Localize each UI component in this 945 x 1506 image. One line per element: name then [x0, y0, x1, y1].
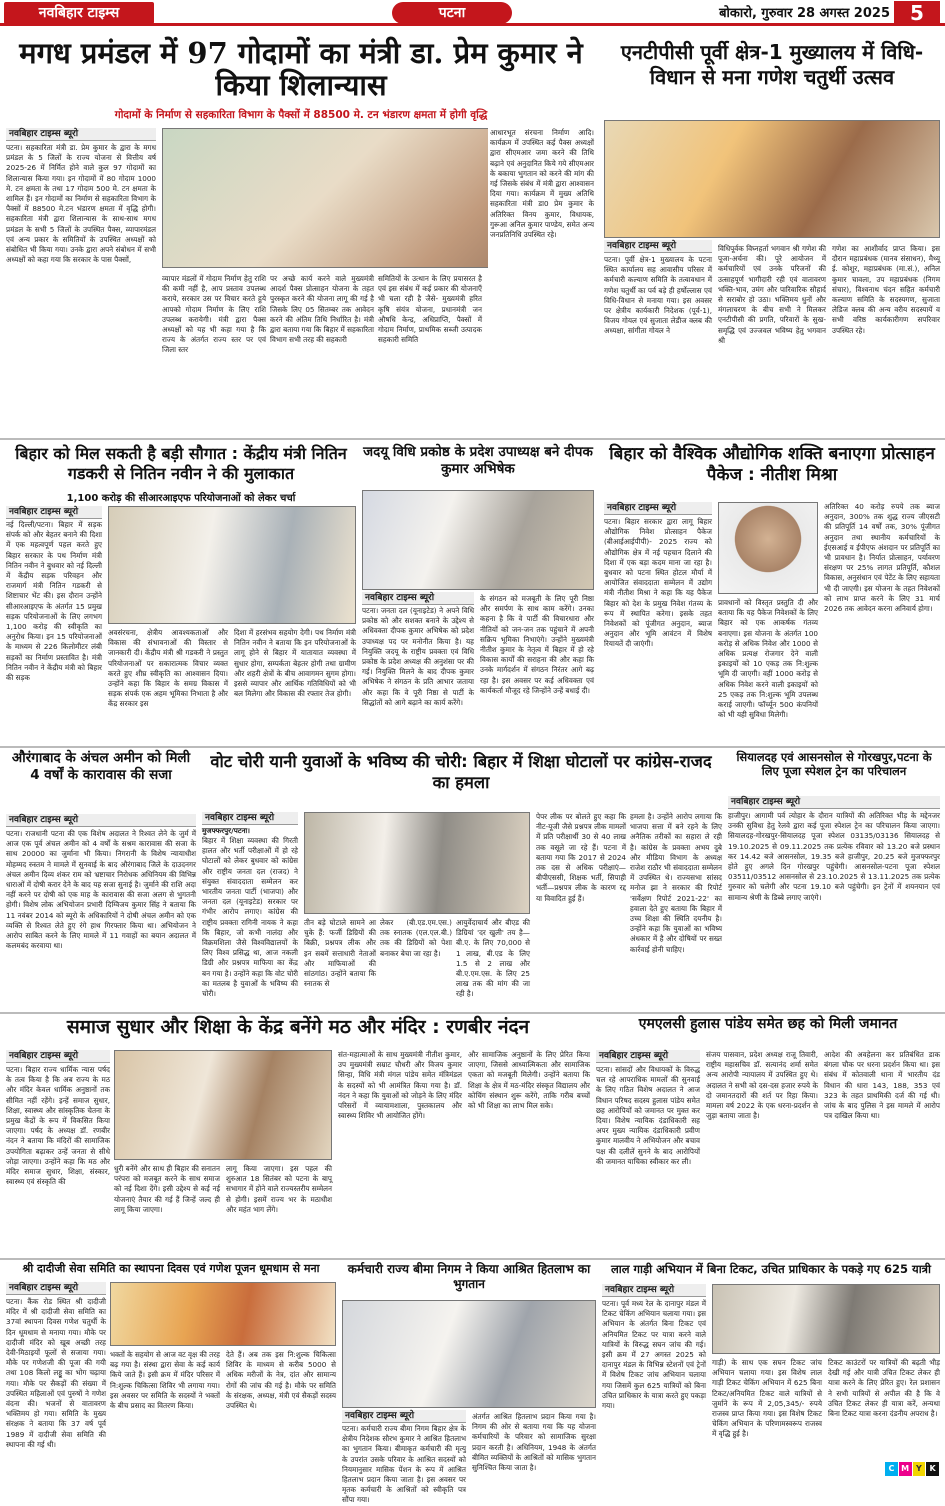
mla-body-col2: संजय पासवान, प्रदेश अध्यक्ष राजू तिवारी, राष्ट्रीय महासचिव डॉ. सत्यानंद शर्मा समेत अन्य आरोपी न्यायालय में उपस्थित हुए थे। अदालत ने सभी को दस-दस हजार रुपये के दो जमानतदारों की शर्त पर रिहा किया। मामला वर्ष 2022 के एक धरना-प्रदर्शन से जुड़ा बताया जाता है।: [706, 1050, 818, 1121]
section-name: पटना: [392, 2, 512, 24]
jdu-headline: जदयू विधि प्रकोष्ठ के प्रदेश उपाध्यक्ष बने दीपक कुमार अभिषेक: [363, 444, 593, 477]
railway-byline: नवबिहार टाइम्स ब्यूरो: [602, 1284, 706, 1297]
issue-dateline: बोकारो, गुरुवार 28 अगस्त 2025: [719, 6, 890, 21]
jdu-byline: नवबिहार टाइम्स ब्यूरो: [362, 592, 474, 605]
section-divider: [0, 438, 945, 440]
vote-body-col1: बिहार में शिक्षा व्यवस्था की गिरती हालत और भर्ती परीक्षाओं में हो रहे घोटालों को लेकर बुधवार को कांग्रेस और राष्ट्रीय जनता दल (राजद) ने संयुक्त संवाददाता सम्मेलन कर भारतीय जनता पार्टी (भाजपा) और जनता दल (यूनाइटेड) सरकार पर गंभीर आरोप लगाए। कांग्रेस की राष्ट्रीय प्रवक्ता रागिनी नायक ने कहा कि बिहार, जो कभी नालंदा और विक्रमशिला जैसे विश्वविद्यालयों के लिए विश्व प्रसिद्ध था, आज नकली डिग्री और प्रश्नपत्र माफिया का केंद्र बन गया है। उन्होंने कहा कि वोट चोरी का मतलब है युवाओं के भविष्य की चोरी।: [202, 836, 298, 999]
ntpc-photo-ganesh-puja: [604, 120, 940, 238]
vote-headline: वोट चोरी यानी युवाओं के भविष्य की चोरी: बिहार में शिक्षा घोटालों पर कांग्रेस-राजद का हमला: [210, 752, 712, 792]
math-body-col5: और सामाजिक अनुष्ठानों के लिए प्रेरित किया जाएगा, जिससे आध्यात्मिकता और सामाजिक एकता को मजबूती मिलेगी। उन्होंने बताया कि शिक्षा के क्षेत्र में मठ-मंदिर संस्कृत विद्यालय और कोचिंग संस्थान शुरू करेंगे, ताकि गरीब बच्चों को भी शिक्षा का लाभ मिल सके।: [468, 1050, 590, 1111]
dadiji-photo-puja: [110, 1282, 336, 1346]
gadkari-body-col2: अवसंरचना, क्षेत्रीय आवश्यकताओं और विकास की संभावनाओं की विस्तार से जानकारी दी। केंद्रीय मंत्री श्री गडकरी ने प्रस्तुत परियोजनाओं पर सकारात्मक विचार व्यक्त करते हुए शीघ्र स्वीकृति का आश्वासन दिया। उन्होंने कहा कि बिहार के समग्र विकास में सड़क संपर्क एक अहम भूमिका निभाता है और केंद्र सरकार इस: [108, 628, 228, 709]
vote-body-col3: लेकर (बी.एड.एम.एस.) तक स्नातक (एल.एल.बी.) तक की डिग्रियों को पेशा बनाकर बेचा जा रहा है।: [380, 918, 452, 958]
ntpc-byline: नवबिहार टाइम्स ब्यूरो: [604, 240, 712, 253]
vote-body-col6: हमला है। उन्होंने आरोप लगाया कि भाजपा सत्ता में बने रहने के लिए अनैतिक तरीकों का सहारा ले रही है। कांग्रेस के प्रवक्ता अभय दुबे और मीडिया विभाग के अध्यक्ष राजेश राठौर भी संवाददाता सम्मेलन में उपस्थित थे। राज्यसभा सांसद मनोज झा ने सरकार की रिपोर्ट 'सर्वेक्षण रिपोर्ट 2021-22' का हवाला देते हुए बताया कि बिहार में उच्च शिक्षा की स्थिति दयनीय है। उन्होंने कहा कि युवाओं का भविष्य अंधकार में है और दोषियों पर सख्त कार्रवाई होनी चाहिए।: [630, 812, 722, 954]
dadiji-body-col1: पटना। कैंक रोड स्थित श्री दादीजी मंदिर में श्री दादीजी सेवा समिति का 37वां स्थापना दिवस गणेश चतुर्थी के दिन धूमधाम से मनाया गया। मौके पर दादीजी मंदिर को खूब अच्छी तरह देवी-मिठाइयों फूलों से सजाया गया। मौके पर गणेशजी की पूजा की गयी तथा 108 किलो लड्डू का भोग चढ़ाया गया। मौके पर सैकड़ों की संख्या में उपस्थित महिलाओं एवं पुरुषों ने गणेश वंदना की। भजनों से वातावरण भक्तिमय हो गया। समिति के मुख्य संरक्षक ने बताया कि 37 वर्ष पूर्व 1989 में दादीजी सेवा समिति की स्थापना की गई थी।: [6, 1297, 106, 1449]
math-body-col3: लागू किया जाएगा। इस पहल की शुरुआत 18 सितंबर को पटना के बापू सभागार में होने वाले राज्यस्तरीय सम्मेलन से होगी। इसमें राज्य भर के मठाधीश और महंत भाग लेंगे।: [226, 1164, 332, 1214]
lead-body-col2: व्यापार मंडलों में गोदाम निर्माण हेतु राशि की कमी नहीं है, आप प्रस्ताव उपलब्ध कराये, सरकार उस पर विचार करते हुये आपको गोदाम निर्माण के लिए राशि उपलब्ध करायेगी। मंत्री द्वारा पैक्स अध्यक्षों को यह भी कहा गया है कि राज्य के अंतर्गत राज्य स्तर पर एवं जिला स्तर: [162, 274, 266, 355]
mla-body-col1: पटना। सांसदों और विधायकों के विरुद्ध चल रहे आपराधिक मामलों की सुनवाई के लिए गठित विशेष अदालत ने आज विधान परिषद सदस्य हुलास पांडेय समेत छह आरोपियों को जमानत पर मुक्त कर दिया। विशेष न्यायिक दंडाधिकारी सह अपर मुख्य न्यायिक दंडाधिकारी प्रवीण कुमार मालवीय ने अभियोजन और बचाव पक्ष की दलीलें सुनने के बाद आरोपियों की जमानत याचिका स्वीकार कर ली।: [596, 1065, 700, 1166]
nitish-byline: नवबिहार टाइम्स ब्यूरो: [604, 502, 712, 515]
railway-photo-ticket-check: [712, 1284, 940, 1354]
lead-headline: मगध प्रमंडल में 97 गोदामों का मंत्री डा. प्रेम कुमार ने किया शिलान्यास: [19, 36, 583, 102]
ntpc-body-col3: गणेश का आशीर्वाद प्राप्त किया। इस दौरान महाप्रबंधक (मानव संसाधन), मैथ्यू ई. कोशुर, महाप्रबंधक (मा.सं.), अनिल कुमार चावला, उप महाप्रबंधक (निगम संचार), विश्वनाथ चंदन सहित कर्मचारी कल्याण समिति के सदस्यगण, सुजाता लेडिज क्लब की अन्य वरीय सदस्यायें व सभी वरिष्ठ कार्यकारीगण सपरिवार उपस्थित रहे।: [832, 244, 940, 335]
gadkari-body-col3: दिशा में हरसंभव सहयोग देगी। पथ निर्माण मंत्री नितिन नवीन ने बताया कि इन परियोजनाओं के लागू होने से बिहार में यातायात व्यवस्था में सुधार होगा, सम्पर्कता बेहतर होगी तथा ग्रामीण और शहरी क्षेत्रों के बीच आवागमन सुगम होगा। इससे व्यापार और आर्थिक गतिविधियों को भी बल मिलेगा और विकास की रफ्तार तेज होगी।: [234, 628, 356, 699]
gadkari-photo-meeting: [108, 506, 356, 624]
railway-headline: लाल गाड़ी अभियान में बिना टिकट, उचित प्राधिकार के पकड़े गए 625 यात्री: [610, 1262, 932, 1276]
esic-byline: नवबिहार टाइम्स ब्यूरो: [342, 1410, 466, 1423]
lead-byline: नवबिहार टाइम्स ब्यूरो: [6, 128, 156, 141]
railway-body-col1: पटना। पूर्व मध्य रेल के दानापुर मंडल में टिकट चेकिंग अभियान चलाया गया। इस अभियान के अंतर्गत बिना टिकट एवं अनियमित टिकट पर यात्रा करने वाले यात्रियों के विरुद्ध सघन जांच की गई। इसी क्रम में 27 अगस्त 2025 को दानापुर मंडल के विभिन्न स्टेशनों एवं ट्रेनों में विशेष टिकट जांच अभियान चलाया गया जिसमें कुल 625 यात्रियों को बिना उचित प्राधिकार के यात्रा करते हुए पकड़ा गया।: [602, 1299, 706, 1411]
section-divider: [0, 746, 945, 748]
math-byline: नवबिहार टाइम्स ब्यूरो: [6, 1050, 110, 1063]
train-headline: सियालदह एवं आसनसोल से गोरखपुर,पटना के लिए पूजा स्पेशल ट्रेन का परिचालन: [736, 750, 932, 779]
lead-body-col4: समितियों के उत्थान के लिए प्रयासरत है एवं इस संबंध में कई प्रकार की योजनाएँ भी चला रही है जैसे- मुख्यमंत्री हरित कृषि संयंत्र योजना, प्रधानमंत्री जन औषधि केन्द्र, अधिप्राप्ति, पैक्सों में गोदाम निर्माण, प्राथमिक सब्जी उत्पादक सहकारी समिति: [378, 274, 482, 345]
mla-body-col3: आदेश की अवहेलना कर प्रतिबंधित डाक बंगला चौक पर धरना प्रदर्शन किया था। इस संबंध में कोतवाली थाना में भारतीय दंड विधान की धारा 143, 188, 353 एवं 323 के तहत प्राथमिकी दर्ज की गई थी। जांच के बाद पुलिस ने इस मामले में आरोप पत्र दाखिल किया था।: [824, 1050, 940, 1121]
jdu-body-col2: के संगठन को मजबूती के लिए पूरी निष्ठा और समर्पण के साथ काम करेंगे। उनका कहना है कि वे पार्टी की विचारधारा और नीतियों को जन-जन तक पहुंचाने में अपनी सक्रिय भूमिका निभाएंगे। उन्होंने मुख्यमंत्री नीतीश कुमार के नेतृत्व में बिहार में हो रहे विकास कार्यों की सराहना की और कहा कि उनके मार्गदर्शन में संगठन निरंतर आगे बढ़ रहा है। इस अवसर पर कई अधिवक्ता एवं कार्यकर्ता मौजूद रहे जिन्होंने उन्हें बधाई दी।: [480, 594, 594, 695]
dadiji-body-col2: भक्तों के सहयोग से आज वट वृक्ष की तरह बढ़ गया है। संस्था द्वारा सेवा के कई कार्य किये जाते हैं। इसी क्रम में मंदिर परिसर में नि:शुल्क चिकित्सा शिविर भी लगाया गया। इस अवसर पर समिति के सदस्यों ने भक्तों के बीच प्रसाद का वितरण किया।: [110, 1350, 220, 1411]
esic-body-col1: पटना। कर्मचारी राज्य बीमा निगम बिहार क्षेत्र के क्षेत्रीय निदेशक सौरभ कुमार ने आश्रित हितलाभ का भुगतान किया। बीमाकृत कर्मचारी की मृत्यु के उपरांत उसके परिवार के आश्रित सदस्यों को नियमानुसार मासिक पेंशन के रूप में आश्रित हितलाभ प्रदान किया जाता है। इस अवसर पर मृतक कर्मचारी के आश्रितों को स्वीकृति पत्र सौंपा गया।: [342, 1424, 466, 1505]
lead-body-col3: पर अच्छे कार्य करने वाले मुख्यमंत्री आदर्श पैक्स प्रोत्साहन योजना के तहत पुरस्कृत करने की योजना लागू की गई है जिसके लिए 05 सितम्बर तक आवेदन करने की अंतिम तिथि निर्धारित है। मंत्री द्वारा बताया गया कि बिहार में सहकारिता विभाग सभी तरह की सहकारी: [270, 274, 374, 345]
nitish-body-col2: प्रावधानों को विस्तृत प्रस्तुति दी और बताया कि यह पैकेज निवेशकों के लिए बिहार को एक आकर्षक गंतव्य बनाएगा। इस योजना के अंतर्गत 100 करोड़ से अधिक निवेश और 1000 से अधिक प्रत्यक्ष रोजगार देने वाली इकाइयों को 10 एकड़ तक नि:शुल्क भूमि दी जाएगी। वहीं 1000 करोड़ से अधिक निवेश करने वाली इकाइयों को 25 एकड़ तक नि:शुल्क भूमि उपलब्ध कराई जाएगी। फॉर्च्यून 500 कंपनियों को भी यही सुविधा मिलेगी।: [718, 598, 818, 720]
gadkari-body-col1: नई दिल्ली/पटना। बिहार में सड़क संपर्क को और बेहतर बनाने की दिशा में एक महत्वपूर्ण पहल करते हुए बिहार सरकार के पथ निर्माण मंत्री नितिन नवीन ने बुधवार को नई दिल्ली में केंद्रीय सड़क परिवहन और राजमार्ग मंत्री नितिन गडकरी से शिष्टाचार भेंट की। इस दौरान उन्होंने सीआरआइएफ के अंतर्गत 15 प्रमुख सड़क परियोजनाओं के लिए लगभग 1,100 करोड़ की स्वीकृति का अनुरोध किया। इन 15 परियोजनाओं के माध्यम से 226 किलोमीटर लंबी सड़कों का निर्माण प्रस्तावित है। मंत्री नितिन नवीन ने केंद्रीय मंत्री को बिहार की सड़क: [6, 520, 102, 683]
esic-photo-handover: [342, 1300, 596, 1408]
ntpc-headline: एनटीपीसी पूर्वी क्षेत्र-1 मुख्यालय में विधि-विधान से मना गणेश चतुर्थी उत्सव: [620, 40, 924, 89]
esic-body-col2: अंतर्गत आश्रित हितलाभ प्रदान किया गया है। निगम की ओर से बताया गया कि यह योजना कर्मचारियों के परिवार को सामाजिक सुरक्षा प्रदान करती है। अधिनियम, 1948 के अंतर्गत बीमित व्यक्तियों के आश्रितों को मासिक भुगतान सुनिश्चित किया जाता है।: [472, 1412, 596, 1473]
jdu-photo-appointment: [362, 490, 594, 590]
esic-headline: कर्मचारी राज्य बीमा निगम ने किया आश्रित हितलाभ का भुगतान: [347, 1262, 591, 1291]
aurangabad-headline: औरंगाबाद के अंचल अमीन को मिली 4 वर्षों के कारावास की सजा: [11, 750, 191, 783]
dadiji-headline: श्री दादीजी सेवा समिति का स्थापना दिवस एवं गणेश पूजन धूमधाम से मना: [22, 1262, 320, 1275]
print-registration-marks: C M Y K: [885, 1462, 939, 1476]
train-byline: नवबिहार टाइम्स ब्यूरो: [728, 796, 940, 809]
vote-body-col2: तीन बड़े घोटाले सामने आ चुके हैं: फर्जी डिग्रियों की बिक्री, प्रश्नपत्र लीक और इन सबमें सत्ताधारी नेताओं और माफियाओं की सांठगांठ। उन्होंने बताया कि स्नातक से: [304, 918, 376, 989]
gadkari-headline: बिहार को मिल सकती है बड़ी सौगात : केंद्रीय मंत्री नितिन गडकरी से नितिन नवीन ने की मुलाकात: [15, 444, 347, 483]
ntpc-body-col1: पटना। पूर्वी क्षेत्र-1 मुख्यालय के पटना स्थित कार्यालय सह आवासीय परिसर में कर्मचारी कल्याण समिति के तत्वावधान में गणेश चतुर्थी का पर्व बड़े ही हर्षोल्लास एवं विधि-विधान से मनाया गया। इस अवसर पर क्षेत्रीय कार्यकारी निदेशक (पूर्व-1), विजय गोयल एवं सुजाता लेडीज क्लब की अध्यक्षा, सांगीता गोयल ने: [604, 255, 712, 336]
mla-headline: एमएलसी हुलास पांडेय समेत छह को मिली जमानत: [638, 1016, 898, 1032]
nitish-body-col1: पटना। बिहार सरकार द्वारा लागू बिहार औद्योगिक निवेश प्रोत्साहन पैकेज (बीआईआईपीपी)- 2025 राज्य को औद्योगिक क्षेत्र में नई पहचान दिलाने की दिशा में एक बड़ा कदम माना जा रहा है। बुधवार को पटना स्थित होटल मौर्या में आयोजित संवाददाता सम्मेलन में उद्योग मंत्री नीतीश मिश्रा ने कहा कि यह पैकेज बिहार को देश के प्रमुख निवेश गंतव्य के रूप में स्थापित करेगा। इसके तहत निवेशकों को पूंजीगत अनुदान, ब्याज अनुदान और भूमि आवंटन में विशेष रियायतें दी जाएंगी।: [604, 517, 712, 649]
newspaper-brand: नवबिहार टाइम्स: [4, 2, 154, 24]
section-divider: [0, 1258, 945, 1260]
lead-subheadline: गोदामों के निर्माण से सहकारिता विभाग के पैक्सों में 88500 मे. टन भंडारण क्षमता में होगी वृद्धि: [114, 109, 488, 121]
jdu-body-col1: पटना। जनता दल (यूनाइटेड) ने अपने विधि प्रकोष्ठ को और सशक्त बनाने के उद्देश्य से अधिवक्ता दीपक कुमार अभिषेक को प्रदेश उपाध्यक्ष पद पर मनोनीत किया है। यह नियुक्ति जदयू के राष्ट्रीय प्रवक्ता एवं विधि प्रकोष्ठ के प्रदेश अध्यक्ष की अनुशंसा पर की गई। नियुक्ति मिलने के बाद दीपक कुमार अभिषेक ने संगठन के प्रति आभार जताया और कहा कि वे पूरी निष्ठा से पार्टी के सिद्धांतों को आगे बढ़ाने का कार्य करेंगे।: [362, 606, 474, 707]
dadiji-body-col3: देते हैं। अब तक इस नि:शुल्क चिकित्सा शिविर के माध्यम से करीब 5000 से अधिक मरीजों के नेत्र, दांत और सामान्य रोगों की जांच की गई है। मौके पर समिति के संरक्षक, अध्यक्ष, मंत्री एवं सैकड़ों सदस्य उपस्थित थे।: [226, 1350, 336, 1411]
math-photo-press-meet: [114, 1050, 332, 1160]
math-body-col2: धुरी बनेंगे और साथ ही बिहार की सनातन परंपरा को मजबूत करने के साथ समाज को नई दिशा देंगे। इसी उद्देश्य से कई नई योजनाएं तैयार की गई हैं जिन्हें जल्द ही लागू किया जाएगा।: [114, 1164, 220, 1214]
train-body: हाजीपुर। आगामी पर्व त्योहार के दौरान यात्रियों की अतिरिक्त भीड़ के मद्देनजर उनकी सुविधा हेतु रेलवे द्वारा कई पूजा स्पेशल ट्रेन का परिचालन किया जाएगा। सियालदह-गोरखपुर-सियालदह पूजा स्पेशल 03135/03136 सियालदह से 19.10.2025 से 09.11.2025 तक प्रत्येक रविवार को 13.20 बजे प्रस्थान कर 14.42 बजे आसनसोल, 19.35 बजे हाजीपुर, 20.25 बजे मुजफ्फरपुर होते हुए अगले दिन गोरखपुर पहुंचेगी। आसनसोल-पटना पूजा स्पेशल 03511/03512 आसनसोल से 23.10.2025 से 13.11.2025 तक प्रत्येक गुरुवार को चलेगी और पटना 19.10 बजे पहुंचेगी। इन ट्रेनों में शयनयान एवं सामान्य श्रेणी के डिब्बे लगाए जाएंगे।: [728, 811, 940, 902]
mla-byline: नवबिहार टाइम्स ब्यूरो: [596, 1050, 700, 1063]
vote-body-col5: पेपर लीक पर बोलते हुए कहा कि नीट-यूजी जैसे प्रश्नपत्र लीक मामलों में प्रति परीक्षार्थी 30 से 40 लाख तक वसूले जा रहे हैं। पटना में बताया गया कि 2017 से 2024 तक दस से अधिक परीक्षाएं—बीपीएससी, शिक्षक भर्ती, सिपाही भर्ती—प्रश्नपत्र लीक के कारण रद्द या विवादित हुई हैं।: [536, 812, 626, 903]
railway-body-col3: टिकट काउंटरों पर यात्रियों की बढ़ती भीड़ देखी गई और यात्री उचित टिकट लेकर ही यात्रा करने के लिए प्रेरित हुए। रेल प्रशासन ने सभी यात्रियों से अपील की है कि वे उचित टिकट लेकर ही यात्रा करें, अन्यथा बिना टिकट यात्रा करना दंडनीय अपराध है।: [828, 1358, 940, 1419]
vote-dateline: मुजफ्फरपुर/पटना।: [202, 826, 251, 835]
gadkari-subheadline: 1,100 करोड़ की सीआरआइएफ परियोजनाओं को लेकर चर्चा: [66, 493, 296, 504]
nitish-headline: बिहार को वैश्विक औद्योगिक शक्ति बनाएगा प्रोत्साहन पैकेज : नीतीश मिश्रा: [609, 444, 935, 486]
vote-byline: नवबिहार टाइम्स ब्यूरो: [202, 812, 298, 825]
math-body-col4: संत-महात्माओं के साथ मुख्यमंत्री नीतीश कुमार, उप मुख्यमंत्री सम्राट चौधरी और विजय कुमार सिन्हा, विधि मंत्री मंगल पांडेय समेत मंत्रिमंडल के सदस्यों को भी आमंत्रित किया गया है। डॉ. नंदन ने कहा कि युवाओं को जोड़ने के लिए मंदिर परिसरों में व्यायामशाला, पुस्तकालय और स्वास्थ्य शिविर भी आयोजित होंगे।: [338, 1050, 462, 1121]
lead-body-col5: आधारभूत संरचना निर्माण आदि। कार्यक्रम में उपस्थित कई पैक्स अध्यक्षों द्वारा सीएमआर जमा करने की तिथि बढ़ाने एवं अनुदानित किये गये सीएमआर के बकाया भुगतान को करने की मांग की गई जिसके संबंध में मंत्री द्वारा आश्वासन दिया गया। कार्यक्रम में मुख्य अतिथि सहकारिता मंत्री डा0 प्रेम कुमार के अतिरिक्त विनय कुमार, विधायक, गुरूआ अनिल कुमार पाण्डेय, समेत अन्य जनप्रतिनिधि उपस्थित रहे।: [488, 128, 594, 432]
section-divider: [0, 1012, 945, 1014]
railway-body-col2: गाड़ी) के साथ एक सघन टिकट जांच अभियान चलाया गया। इस विशेष लाल गाड़ी टिकट चेकिंग अभियान में 625 बिना टिकट/अनियमित टिकट वाले यात्रियों से जुर्माने के रूप में 2,05,345/- रुपये राजस्व प्राप्त किया गया। इस विशेष टिकट चेकिंग अभियान के परिणामस्वरूप राजस्व में वृद्धि हुई है।: [712, 1358, 822, 1439]
aurangabad-body: पटना। राजधानी पटना की एक विशेष अदालत ने रिश्वत लेने के जुर्म में आज एक पूर्व अंचल अमीन को 4 वर्षों के सश्रम कारावास की सजा के साथ 20000 का जुर्माना भी किया। निगरानी के विशेष न्यायाधीश मोहम्मद रुस्तम ने मामले में सुनवाई के बाद औरंगाबाद जिले के दाउदनगर अंचल अमीन दिव्य शंकर राम को भ्रष्टाचार निरोधक अधिनियम की विभिन्न धाराओं में दोषी करार देने के बाद यह सजा सुनाई है। जुर्माने की राशि अदा नहीं करने पर दोषी को एक माह के कारावास की सजा अलग से भुगतनी होगी। विशेष लोक अभियोजन प्रभारी दिग्विजय कुमार सिंह ने बताया कि 11 नवंबर 2014 को ब्यूरो के अधिकारियों ने दोषी अंचल अमीन को एक व्यक्ति से रिश्वत लेते हुए रंगे हाथ गिरफ्तार किया था। अभियोजन ने आरोप साबित करने के लिए मामले में 11 गवाहों का बयान अदालत में कलमबंद करवाया था।: [6, 829, 196, 951]
dadiji-byline: नवबिहार टाइम्स ब्यूरो: [6, 1282, 106, 1295]
math-body-col1: पटना। बिहार राज्य धार्मिक न्यास पर्षद के तत्व किया है कि अब राज्य के मठ और मंदिर केवल धार्मिक अनुष्ठानों तक सीमित नहीं रहेंगे। इन्हें समाज सुधार, शिक्षा, स्वास्थ्य और सांस्कृतिक चेतना के प्रमुख केंद्रों के रूप में विकसित किया जाएगा। पर्षद के अध्यक्ष डॉ. रणबीर नंदन ने बताया कि मंदिरों की सामाजिक उपयोगिता बढ़ाकर उन्हें जनता से सीधे जोड़ा जाएगा। उन्होंने कहा कि मठ और मंदिर समाज सुधार, शिक्षा, संस्कार, स्वास्थ्य एवं संस्कृति की: [6, 1065, 110, 1187]
lead-body-col1: पटना। सहकारिता मंत्री डा. प्रेम कुमार के द्वारा के मगध प्रमंडल के 5 जिलों के राज्य योजना से वित्तीय वर्ष 2025-26 में निर्मित होने वाले कुल 97 गोदामों का शिलान्यास किया गया। इन गोदामों में 80 गोदाम 1000 मे. टन क्षमता के तथा 17 गोदाम 500 मे. टन क्षमता के शामिल हैं। इन गोदामों का निर्माण से सहकारिता विभाग के पैक्सों में 88500 मे.टन भंडारण क्षमता में वृद्धि होगी। सहकारिता मंत्री द्वारा शिलान्यास के साथ-साथ मगध प्रमंडल के सभी 5 जिलों के उपस्थित पैक्स, व्यापारमंडल एवं अन्य प्रकार के समितियों के उपस्थित अध्यक्षों को संबोधित भी किया गया। उनके द्वारा अपने संबोधन में सभी अध्यक्षों को कहा गया कि सरकार के पास पैक्सों,: [6, 143, 156, 265]
gadkari-byline: नवबिहार टाइम्स ब्यूरो: [6, 506, 102, 519]
vote-body-col4: आयुर्वेदाचार्य और बीएड की डिग्रियां 'दर खुली' तय है— बी.ए. के लिए 70,000 से 1 लाख, बी.एड के लिए 1.5 से 2 लाख और बी.ए.एम.एस. के लिए 25 लाख तक की मांग की जा रही है।: [456, 918, 530, 999]
aurangabad-byline: नवबिहार टाइम्स ब्यूरो: [6, 814, 196, 827]
ntpc-body-col2: विधिपूर्वक विघ्नहर्ता भगवान श्री गणेश की पूजा-अर्चना की। पूरे आयोजन में कर्मचारियों एवं उनके परिजनों की उत्साहपूर्ण भागीदारी रही एवं वातावरण भक्ति-भाव, उमंग और पारिवारिक सौहार्द से सराबोर हो उठा। भक्तिमय धुनों और मंगलाचरण के बीच सभी ने मिलकर एनटीपीसी की प्रगति, परिवारों के सुख-समृद्धि एवं उज्जवल भविष्य हेतु भगवान श्री: [718, 244, 826, 345]
page-number: 5: [894, 1, 940, 25]
nitish-portrait-photo: [718, 502, 818, 594]
math-headline: समाज सुधार और शिक्षा के केंद्र बनेंगे मठ और मंदिर : रणबीर नंदन: [66, 1016, 530, 1038]
vote-photo-rally: [304, 812, 530, 914]
nitish-body-col3: अतिरिक्त 40 करोड़ रुपये तक ब्याज अनुदान, 300% तक शुद्ध राज्य जीएसटी की प्रतिपूर्ति 14 वर्षों तक, 30% पूंजीगत अनुदान तथा स्थानीय कर्मचारियों के ईएसआई व ईपीएफ अंशदान पर प्रतिपूर्ति का भी प्रावधान है। निर्यात प्रोत्साहन, पर्यावरण संरक्षण पर 25% लागत प्रतिपूर्ति, कौशल विकास, अनुसंधान एवं पेटेंट के लिए सहायता भी दी जाएगी। इस योजना के तहत निवेशकों को लाभ प्राप्त करने के लिए 31 मार्च 2026 तक आवेदन करना अनिवार्य होगा।: [824, 502, 940, 614]
